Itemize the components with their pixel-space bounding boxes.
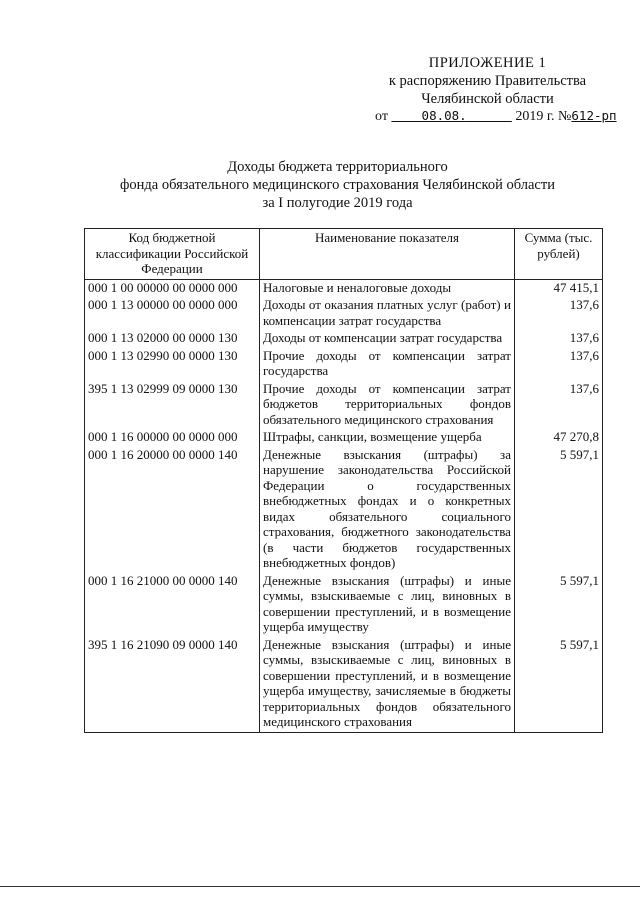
row-sum: 47 270,8 [514,429,602,447]
document-title [80,158,595,212]
row-sum: 137,6 [514,330,602,348]
title-line-3: за I полугодие 2019 года [262,195,413,211]
row-name: Денежные взыскания (штрафы) и иные суммы, взыскиваемые с лиц, виновных в совершении преступлений, и в возмещение ущерба имуществу, зачисляемые в бюджеты территориальных фондов обязательного медицинского страхования [260,637,515,733]
row-code: 000 1 16 20000 00 0000 140 [85,447,260,573]
page-bottom-rule [0,886,640,887]
year-text: 2019 г. № [515,109,572,124]
table-header-row [85,229,603,280]
row-sum: 137,6 [514,381,602,430]
income-table [84,228,603,733]
table-row [85,348,603,381]
row-sum: 5 597,1 [514,637,602,733]
row-code: 395 1 13 02999 09 0000 130 [85,381,260,430]
appendix-line-2: Челябинской области [421,91,554,107]
header-code: Код бюджетной классификации Российской Федерации [85,229,260,280]
table-row [85,429,603,447]
row-name: Доходы от компенсации затрат государства [260,330,515,348]
row-name: Денежные взыскания (штрафы) и иные суммы, взыскиваемые с лиц, виновных в совершении преступлений, и в возмещение ущерба имуществу [260,573,515,637]
appendix-block [375,54,600,108]
row-sum: 137,6 [514,348,602,381]
row-code: 000 1 13 00000 00 0000 000 [85,297,260,330]
title-line-1: Доходы бюджета территориального [227,159,448,175]
order-number: 612-рп [571,108,617,123]
row-name: Налоговые и неналоговые доходы [260,279,515,297]
appendix-title: ПРИЛОЖЕНИЕ 1 [428,55,547,71]
row-sum: 5 597,1 [514,447,602,573]
date-line [375,108,617,125]
header-sum: Сумма (тыс. рублей) [514,229,602,280]
row-name: Денежные взыскания (штрафы) за нарушение законодательства Российской Федерации о государственных внебюджетных фондах и о конкретных видах обязательного социального страхования, бюджетного законодательства (в части бюджетов государственных внебюджетных фондов) [260,447,515,573]
header-name: Наименование показателя [260,229,515,280]
table-row [85,297,603,330]
row-name: Прочие доходы от компенсации затрат государства [260,348,515,381]
row-sum: 47 415,1 [514,279,602,297]
row-sum: 5 597,1 [514,573,602,637]
table-row [85,381,603,430]
table-row [85,447,603,573]
row-name: Доходы от оказания платных услуг (работ) и компенсации затрат государства [260,297,515,330]
row-sum: 137,6 [514,297,602,330]
date-value: 08.08. [421,108,467,123]
title-line-2: фонда обязательного медицинского страхования Челябинской области [120,177,555,193]
row-code: 000 1 13 02990 00 0000 130 [85,348,260,381]
row-code: 000 1 00 00000 00 0000 000 [85,279,260,297]
row-name: Штрафы, санкции, возмещение ущерба [260,429,515,447]
table-row [85,279,603,297]
row-code: 000 1 16 00000 00 0000 000 [85,429,260,447]
table-row [85,637,603,733]
appendix-line-1: к распоряжению Правительства [388,73,587,89]
row-name: Прочие доходы от компенсации затрат бюджетов территориальных фондов обязательного медицинского страхования [260,381,515,430]
row-code: 395 1 16 21090 09 0000 140 [85,637,260,733]
table-row [85,573,603,637]
date-prefix: от [375,109,388,124]
row-code: 000 1 13 02000 00 0000 130 [85,330,260,348]
row-code: 000 1 16 21000 00 0000 140 [85,573,260,637]
table-row [85,330,603,348]
